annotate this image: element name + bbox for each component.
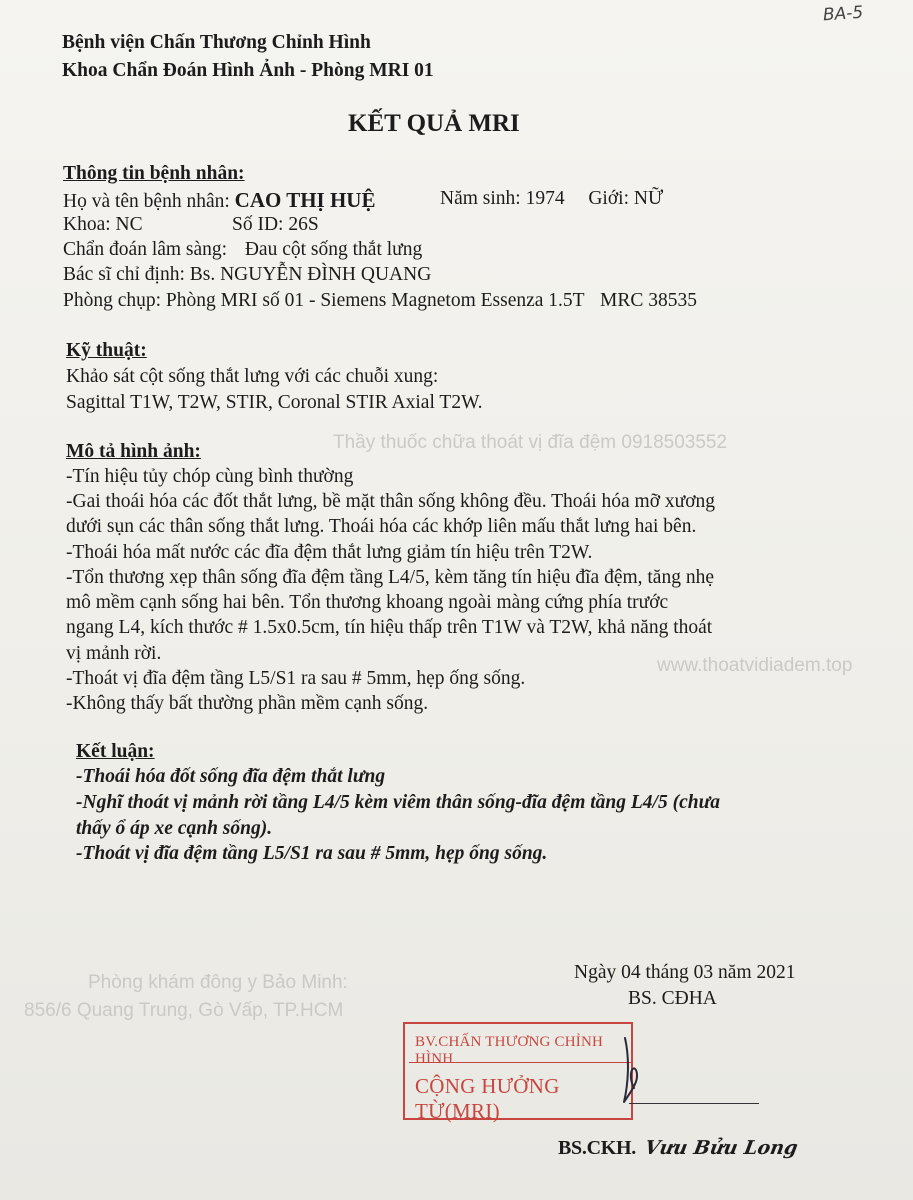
description-line: vị mảnh rời. xyxy=(66,643,162,664)
signature-icon xyxy=(610,1030,700,1110)
description-line: -Tín hiệu tủy chóp cùng bình thường xyxy=(66,466,354,487)
signer-title: BS. CĐHA xyxy=(628,988,717,1009)
patient-section-title: Thông tin bệnh nhân: xyxy=(63,163,245,184)
patient-name: CAO THỊ HUỆ xyxy=(234,188,376,212)
room-label: Phòng chụp: xyxy=(63,290,162,311)
doctor-label: Bác sĩ chỉ định: xyxy=(63,264,185,285)
technique-line: Khảo sát cột sống thắt lưng với các chuỗi xung: xyxy=(66,366,439,387)
description-line: -Thoát vị đĩa đệm tầng L5/S1 ra sau # 5mm, hẹp ống sống. xyxy=(66,668,526,689)
birth-year: 1974 xyxy=(525,188,565,209)
gender-value: NỮ xyxy=(633,188,664,209)
id-row xyxy=(232,214,319,236)
diagnosis-value: Đau cột sống thắt lưng xyxy=(244,239,423,260)
diagnosis-row xyxy=(63,239,422,261)
description-line: -Gai thoái hóa các đốt thắt lưng, bề mặt thân sống không đều. Thoái hóa mỡ xương xyxy=(66,491,716,512)
stamp-line-2: CỘNG HƯỞNG TỪ(MRI) xyxy=(415,1074,560,1123)
diagnosis-label: Chẩn đoán lâm sàng: xyxy=(63,239,228,260)
watermark-clinic-address: 856/6 Quang Trung, Gò Vấp, TP.HCM xyxy=(24,1000,344,1021)
technique-line: Sagittal T1W, T2W, STIR, Coronal STIR Axial T2W. xyxy=(66,392,483,413)
signer-name: Vưu Bửu Long xyxy=(642,1137,800,1159)
watermark-clinic-name: Phòng khám đông y Bảo Minh: xyxy=(88,972,348,993)
room-row xyxy=(63,290,697,312)
hospital-name: Bệnh viện Chấn Thương Chỉnh Hình xyxy=(62,32,371,53)
birth-label: Năm sinh: xyxy=(440,188,521,209)
description-section-title: Mô tả hình ảnh: xyxy=(66,441,201,462)
report-date: Ngày 04 tháng 03 năm 2021 xyxy=(574,962,796,983)
doctor-row xyxy=(63,264,431,286)
conclusion-section-title: Kết luận: xyxy=(76,741,155,762)
patient-name-label: Họ và tên bệnh nhân: xyxy=(63,191,230,212)
description-line: -Tổn thương xẹp thân sống đĩa đệm tầng L4/5, kèm tăng tín hiệu đĩa đệm, tăng nhẹ xyxy=(66,567,714,588)
dept-label: Khoa: xyxy=(63,214,111,235)
hospital-stamp xyxy=(403,1022,633,1123)
watermark-phone: Thầy thuốc chữa thoát vị đĩa đệm 0918503552 xyxy=(333,432,728,453)
page-title: KẾT QUẢ MRI xyxy=(348,110,520,137)
gender-label: Giới: xyxy=(588,188,629,209)
department-name: Khoa Chẩn Đoán Hình Ảnh - Phòng MRI 01 xyxy=(62,60,434,81)
birth-gender-row xyxy=(440,188,663,210)
description-line: ngang L4, kích thước # 1.5x0.5cm, tín hiệu thấp trên T1W và T2W, khả năng thoát xyxy=(66,617,713,638)
conclusion-line: thấy ổ áp xe cạnh sống). xyxy=(76,818,273,839)
stamp-line-1: BV.CHẤN THƯƠNG CHỈNH HÌNH xyxy=(415,1034,604,1067)
patient-name-row xyxy=(63,188,375,213)
corner-note: BA-5 xyxy=(822,2,864,26)
id-value: 26S xyxy=(288,214,319,235)
technique-section-title: Kỹ thuật: xyxy=(66,340,147,361)
description-line: -Không thấy bất thường phần mềm cạnh sống. xyxy=(66,693,429,714)
dept-value: NC xyxy=(115,214,143,235)
conclusion-line: -Nghĩ thoát vị mảnh rời tầng L4/5 kèm viêm thân sống-đĩa đệm tầng L4/5 (chưa xyxy=(76,792,721,813)
doctor-value: Bs. NGUYỄN ĐÌNH QUANG xyxy=(189,264,432,285)
signer-prefix: BS.CKH. xyxy=(558,1137,636,1159)
conclusion-line: -Thoái hóa đốt sống đĩa đệm thắt lưng xyxy=(76,766,386,787)
signature-line xyxy=(629,1103,759,1104)
signer-name-row xyxy=(558,1137,800,1160)
room-value: Phòng MRI số 01 - Siemens Magnetom Essenza 1.5T xyxy=(165,290,585,311)
room-code: MRC 38535 xyxy=(600,290,697,311)
description-line: dưới sụn các thân sống thắt lưng. Thoái hóa các khớp liên mấu thắt lưng hai bên. xyxy=(66,516,697,537)
description-line: mô mềm cạnh sống hai bên. Tổn thương khoang ngoài màng cứng phía trước xyxy=(66,592,669,613)
id-label: Số ID: xyxy=(232,214,284,235)
conclusion-line: -Thoát vị đĩa đệm tầng L5/S1 ra sau # 5mm, hẹp ống sống. xyxy=(76,843,548,864)
description-line: -Thoái hóa mất nước các đĩa đệm thắt lưng giảm tín hiệu trên T2W. xyxy=(66,542,593,563)
watermark-website: www.thoatvidiadem.top xyxy=(657,655,853,676)
dept-row xyxy=(63,214,143,236)
